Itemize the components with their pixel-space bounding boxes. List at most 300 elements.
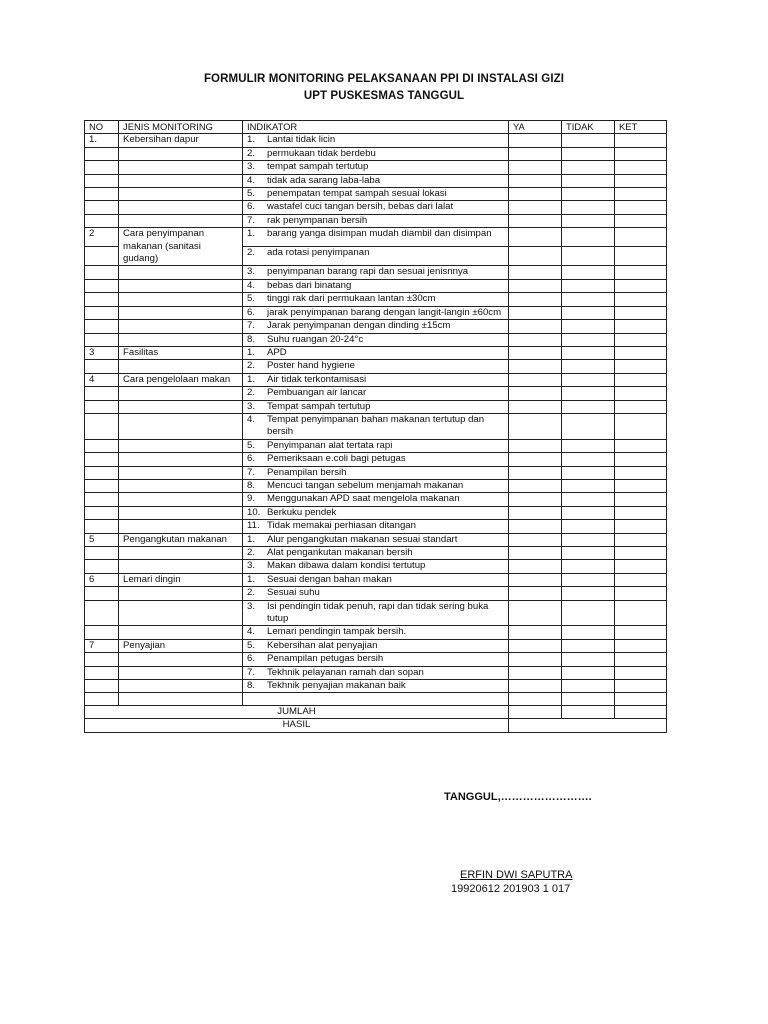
ya-cell[interactable] xyxy=(509,439,562,452)
table-body xyxy=(85,134,667,705)
tidak-cell[interactable] xyxy=(562,214,615,227)
ya-cell[interactable] xyxy=(509,293,562,306)
indikator-content xyxy=(247,334,504,346)
ya-cell[interactable] xyxy=(509,533,562,546)
row-number-cell xyxy=(85,293,119,306)
ket-cell[interactable] xyxy=(615,387,667,400)
ket-cell[interactable] xyxy=(615,201,667,214)
tidak-cell[interactable] xyxy=(562,680,615,693)
indikator-number: 9. xyxy=(247,493,256,505)
indikator-number: 7. xyxy=(247,666,256,678)
indikator-text: Alur pengangkutan makanan sesuai standart xyxy=(267,533,458,545)
indikator-content xyxy=(247,547,504,559)
ya-cell[interactable] xyxy=(509,466,562,479)
row-number-cell: 6 xyxy=(85,573,119,586)
tidak-cell[interactable] xyxy=(562,520,615,533)
indikator-content xyxy=(247,307,504,319)
indikator-number: 1. xyxy=(247,346,256,358)
indikator-cell xyxy=(243,306,509,319)
tidak-cell[interactable] xyxy=(562,439,615,452)
ket-cell[interactable] xyxy=(615,693,667,705)
indikator-number: 1. xyxy=(247,533,256,545)
jenis-monitoring-cell xyxy=(119,653,243,666)
indikator-content xyxy=(247,201,504,213)
ket-cell[interactable] xyxy=(615,413,667,439)
indikator-cell xyxy=(243,666,509,679)
ya-cell[interactable] xyxy=(509,387,562,400)
jenis-monitoring-cell xyxy=(119,413,243,439)
indikator-cell xyxy=(243,134,509,147)
table-row xyxy=(85,320,667,333)
indikator-content xyxy=(247,228,504,240)
ya-cell[interactable] xyxy=(509,453,562,466)
row-number-cell xyxy=(85,174,119,187)
row-number-cell xyxy=(85,360,119,373)
ket-cell[interactable] xyxy=(615,293,667,306)
jenis-monitoring-cell: Lemari dingin xyxy=(119,573,243,586)
indikator-cell xyxy=(243,400,509,413)
ya-cell[interactable] xyxy=(509,266,562,279)
indikator-number: 6. xyxy=(247,453,256,465)
ya-cell[interactable] xyxy=(509,413,562,439)
tidak-cell[interactable] xyxy=(562,666,615,679)
indikator-number: 5. xyxy=(247,188,256,200)
ket-cell[interactable] xyxy=(615,479,667,492)
tidak-cell[interactable] xyxy=(562,639,615,652)
column-header-ya: YA xyxy=(509,121,562,134)
tidak-cell[interactable] xyxy=(562,320,615,333)
jenis-monitoring-cell xyxy=(119,439,243,452)
ya-cell[interactable] xyxy=(509,147,562,160)
jenis-monitoring-cell xyxy=(119,693,243,705)
table-row xyxy=(85,174,667,187)
ket-cell[interactable] xyxy=(615,587,667,600)
ket-cell[interactable] xyxy=(615,320,667,333)
indikator-cell xyxy=(243,266,509,279)
indikator-cell xyxy=(243,506,509,519)
ya-cell[interactable] xyxy=(509,639,562,652)
ya-cell[interactable] xyxy=(509,247,562,266)
indikator-text: penyimpanan barang rapi dan sesuai jenisnnya xyxy=(267,266,469,278)
indikator-number: 3. xyxy=(247,600,256,612)
indikator-number: 3. xyxy=(247,161,256,173)
indikator-number: 8. xyxy=(247,333,256,345)
jenis-monitoring-cell xyxy=(119,680,243,693)
indikator-content xyxy=(247,493,504,505)
ket-cell[interactable] xyxy=(615,439,667,452)
table-row xyxy=(85,693,667,705)
ya-cell[interactable] xyxy=(509,493,562,506)
indikator-cell xyxy=(243,373,509,386)
indikator-content xyxy=(247,534,504,546)
ket-cell[interactable] xyxy=(615,639,667,652)
indikator-content xyxy=(247,440,504,452)
signer-nip: 19920612 201903 1 017 xyxy=(451,883,571,895)
jenis-monitoring-cell xyxy=(119,174,243,187)
table-row xyxy=(85,573,667,586)
ket-cell[interactable] xyxy=(615,134,667,147)
indikator-cell xyxy=(243,533,509,546)
tidak-cell[interactable] xyxy=(562,493,615,506)
indikator-text: tinggi rak dari permukaan lantan ±30cm xyxy=(267,293,436,305)
ket-cell[interactable] xyxy=(615,653,667,666)
jenis-monitoring-cell: Pengangkutan makanan xyxy=(119,533,243,546)
table-row xyxy=(85,147,667,160)
ya-cell[interactable] xyxy=(509,333,562,346)
indikator-content xyxy=(247,293,504,305)
ya-cell[interactable] xyxy=(509,680,562,693)
table-row xyxy=(85,600,667,626)
tidak-cell[interactable] xyxy=(562,266,615,279)
jumlah-tidak-cell xyxy=(562,705,615,718)
ya-cell[interactable] xyxy=(509,506,562,519)
indikator-cell xyxy=(243,247,509,266)
jenis-monitoring-cell xyxy=(119,493,243,506)
ya-cell[interactable] xyxy=(509,134,562,147)
row-number-cell xyxy=(85,493,119,506)
ya-cell[interactable] xyxy=(509,600,562,626)
indikator-cell xyxy=(243,693,509,705)
tidak-cell[interactable] xyxy=(562,247,615,266)
table-header-row xyxy=(85,121,667,134)
indikator-content xyxy=(247,215,504,227)
ket-cell[interactable] xyxy=(615,533,667,546)
indikator-number: 6. xyxy=(247,653,256,665)
table-row xyxy=(85,333,667,346)
indikator-cell xyxy=(243,147,509,160)
indikator-text: Lantai tidak licin xyxy=(267,134,336,146)
indikator-number: 7. xyxy=(247,214,256,226)
ya-cell[interactable] xyxy=(509,626,562,639)
tidak-cell[interactable] xyxy=(562,400,615,413)
jenis-monitoring-cell xyxy=(119,214,243,227)
tidak-cell[interactable] xyxy=(562,587,615,600)
indikator-text: Suhu ruangan 20-24°c xyxy=(267,333,364,345)
indikator-content xyxy=(247,188,504,200)
tidak-cell[interactable] xyxy=(562,573,615,586)
ket-cell[interactable] xyxy=(615,373,667,386)
indikator-number: 3. xyxy=(247,266,256,278)
indikator-content xyxy=(247,601,504,626)
ya-cell[interactable] xyxy=(509,573,562,586)
ya-cell[interactable] xyxy=(509,188,562,201)
ket-cell[interactable] xyxy=(615,466,667,479)
tidak-cell[interactable] xyxy=(562,279,615,292)
jenis-monitoring-cell xyxy=(119,161,243,174)
tidak-cell[interactable] xyxy=(562,453,615,466)
ya-cell[interactable] xyxy=(509,666,562,679)
tidak-cell[interactable] xyxy=(562,188,615,201)
indikator-content xyxy=(247,680,504,692)
row-number-cell xyxy=(85,626,119,639)
ket-cell[interactable] xyxy=(615,453,667,466)
tidak-cell[interactable] xyxy=(562,228,615,247)
indikator-content xyxy=(247,667,504,679)
indikator-number: 10. xyxy=(247,506,261,518)
ket-cell[interactable] xyxy=(615,214,667,227)
ket-cell[interactable] xyxy=(615,333,667,346)
jenis-monitoring-cell: Cara penyimpanan makanan (sanitasi gudang) xyxy=(119,228,243,266)
indikator-number: 1. xyxy=(247,228,256,240)
indikator-number: 7. xyxy=(247,466,256,478)
tidak-cell[interactable] xyxy=(562,161,615,174)
indikator-cell xyxy=(243,333,509,346)
ket-cell[interactable] xyxy=(615,573,667,586)
ya-cell[interactable] xyxy=(509,346,562,359)
table-row xyxy=(85,161,667,174)
ket-cell[interactable] xyxy=(615,161,667,174)
indikator-text: penempatan tempat sampah sesuai lokasi xyxy=(267,188,447,200)
ya-cell[interactable] xyxy=(509,174,562,187)
indikator-content xyxy=(247,640,504,652)
tidak-cell[interactable] xyxy=(562,560,615,573)
ket-cell[interactable] xyxy=(615,547,667,560)
ket-cell[interactable] xyxy=(615,666,667,679)
indikator-content xyxy=(247,134,504,146)
tidak-cell[interactable] xyxy=(562,387,615,400)
tidak-cell[interactable] xyxy=(562,600,615,626)
indikator-cell xyxy=(243,626,509,639)
indikator-number: 8. xyxy=(247,680,256,692)
tidak-cell[interactable] xyxy=(562,147,615,160)
ya-cell[interactable] xyxy=(509,161,562,174)
form-title: FORMULIR MONITORING PELAKSANAAN PPI DI INSTALASI GIZI xyxy=(203,73,565,85)
indikator-number: 6. xyxy=(247,201,256,213)
ya-cell[interactable] xyxy=(509,320,562,333)
indikator-number: 4. xyxy=(247,626,256,638)
ket-cell[interactable] xyxy=(615,626,667,639)
tidak-cell[interactable] xyxy=(562,174,615,187)
ket-cell[interactable] xyxy=(615,147,667,160)
ya-cell[interactable] xyxy=(509,653,562,666)
indikator-content xyxy=(247,587,504,599)
indikator-cell xyxy=(243,439,509,452)
indikator-content xyxy=(247,247,504,259)
indikator-text: Pemeriksaan e.coli bagi petugas xyxy=(267,453,406,465)
indikator-content xyxy=(247,175,504,187)
indikator-number: 2. xyxy=(247,360,256,372)
indikator-cell xyxy=(243,466,509,479)
ket-cell[interactable] xyxy=(615,188,667,201)
indikator-text: Mencuci tangan sebelum menjamah makanan xyxy=(267,479,464,491)
indikator-cell xyxy=(243,293,509,306)
tidak-cell[interactable] xyxy=(562,547,615,560)
table-row xyxy=(85,479,667,492)
tidak-cell[interactable] xyxy=(562,333,615,346)
jenis-monitoring-cell: Cara pengelolaan makan xyxy=(119,373,243,386)
indikator-text: Pembuangan air lancar xyxy=(267,387,367,399)
ket-cell[interactable] xyxy=(615,174,667,187)
indikator-text: Isi pendingin tidak penuh, rapi dan tidak sering buka tutup xyxy=(267,600,489,625)
indikator-text: Tidak memakai perhiasan ditangan xyxy=(267,520,416,532)
indikator-content xyxy=(247,387,504,399)
indikator-text: permukaan tidak berdebu xyxy=(267,147,376,159)
indikator-content xyxy=(247,320,504,332)
table-row xyxy=(85,134,667,147)
indikator-text: Tempat sampah tertutup xyxy=(267,400,371,412)
jenis-monitoring-cell xyxy=(119,400,243,413)
row-number-cell xyxy=(85,693,119,705)
ya-cell[interactable] xyxy=(509,306,562,319)
indikator-number: 11. xyxy=(247,520,260,532)
indikator-content xyxy=(247,347,504,359)
ket-cell[interactable] xyxy=(615,306,667,319)
row-number-cell: 3 xyxy=(85,346,119,359)
indikator-cell xyxy=(243,639,509,652)
row-number-cell xyxy=(85,560,119,573)
indikator-content xyxy=(247,520,504,532)
ya-cell[interactable] xyxy=(509,693,562,705)
indikator-number: 2. xyxy=(247,547,256,558)
ket-cell[interactable] xyxy=(615,247,667,266)
indikator-content xyxy=(247,467,504,479)
indikator-cell xyxy=(243,161,509,174)
row-number-cell xyxy=(85,161,119,174)
row-number-cell xyxy=(85,201,119,214)
table-row xyxy=(85,466,667,479)
indikator-number: 1. xyxy=(247,373,256,385)
institution-title: UPT PUSKESMAS TANGGUL xyxy=(303,90,465,102)
indikator-cell xyxy=(243,587,509,600)
row-number-cell xyxy=(85,333,119,346)
indikator-text: Jarak penyimpanan dengan dinding ±15cm xyxy=(267,320,451,332)
ket-cell[interactable] xyxy=(615,493,667,506)
jenis-monitoring-cell xyxy=(119,201,243,214)
row-number-cell: 2 xyxy=(85,228,119,247)
tidak-cell[interactable] xyxy=(562,373,615,386)
indikator-cell xyxy=(243,560,509,573)
indikator-cell xyxy=(243,413,509,439)
indikator-cell xyxy=(243,653,509,666)
indikator-text: tempat sampah tertutup xyxy=(267,161,369,173)
tidak-cell[interactable] xyxy=(562,306,615,319)
ket-cell[interactable] xyxy=(615,506,667,519)
tidak-cell[interactable] xyxy=(562,201,615,214)
jenis-monitoring-cell xyxy=(119,147,243,160)
row-number-cell xyxy=(85,188,119,201)
indikator-number: 4. xyxy=(247,279,256,291)
indikator-text: wastafel cuci tangan bersih, bebas dari lalat xyxy=(267,201,454,213)
tidak-cell[interactable] xyxy=(562,533,615,546)
ya-cell[interactable] xyxy=(509,360,562,373)
ya-cell[interactable] xyxy=(509,400,562,413)
row-number-cell xyxy=(85,387,119,400)
tidak-cell[interactable] xyxy=(562,653,615,666)
table-row xyxy=(85,520,667,533)
row-number-cell xyxy=(85,680,119,693)
row-number-cell xyxy=(85,453,119,466)
ya-cell[interactable] xyxy=(509,479,562,492)
row-number-cell xyxy=(85,439,119,452)
ya-cell[interactable] xyxy=(509,547,562,560)
ket-cell[interactable] xyxy=(615,600,667,626)
ket-cell[interactable] xyxy=(615,266,667,279)
indikator-text: Air tidak terkontamisasi xyxy=(267,373,367,385)
indikator-cell xyxy=(243,214,509,227)
indikator-text: Sesuai dengan bahan makan xyxy=(267,573,392,585)
row-number-cell: 7 xyxy=(85,639,119,652)
ket-cell[interactable] xyxy=(615,680,667,693)
indikator-number: 7. xyxy=(247,320,256,332)
jenis-monitoring-cell xyxy=(119,293,243,306)
ket-cell[interactable] xyxy=(615,520,667,533)
indikator-text: Penyimpanan alat tertata rapi xyxy=(267,439,393,451)
tidak-cell[interactable] xyxy=(562,693,615,705)
tidak-cell[interactable] xyxy=(562,466,615,479)
ket-cell[interactable] xyxy=(615,228,667,247)
tidak-cell[interactable] xyxy=(562,293,615,306)
table-row xyxy=(85,439,667,452)
ket-cell[interactable] xyxy=(615,279,667,292)
indikator-content xyxy=(247,280,504,292)
tidak-cell[interactable] xyxy=(562,360,615,373)
table-row xyxy=(85,400,667,413)
ya-cell[interactable] xyxy=(509,279,562,292)
jumlah-ket-cell xyxy=(615,705,667,718)
indikator-content xyxy=(247,414,504,439)
ket-cell[interactable] xyxy=(615,400,667,413)
indikator-cell xyxy=(243,320,509,333)
tidak-cell[interactable] xyxy=(562,626,615,639)
indikator-content xyxy=(247,626,504,638)
ya-cell[interactable] xyxy=(509,520,562,533)
ya-cell[interactable] xyxy=(509,587,562,600)
indikator-content xyxy=(247,653,504,665)
ya-cell[interactable] xyxy=(509,373,562,386)
column-header-no: NO xyxy=(85,121,119,134)
hasil-label: HASIL xyxy=(85,719,509,732)
indikator-number: 3. xyxy=(247,400,256,412)
table-row xyxy=(85,547,667,560)
jenis-monitoring-cell xyxy=(119,466,243,479)
table-row xyxy=(85,533,667,546)
jenis-monitoring-cell xyxy=(119,320,243,333)
ket-cell[interactable] xyxy=(615,360,667,373)
indikator-text: Lemari pendingin tampak bersih. xyxy=(267,626,407,638)
tidak-cell[interactable] xyxy=(562,346,615,359)
tidak-cell[interactable] xyxy=(562,479,615,492)
tidak-cell[interactable] xyxy=(562,413,615,439)
row-number-cell xyxy=(85,400,119,413)
indikator-text: barang yanga disimpan mudah diambil dan disimpan xyxy=(267,228,492,240)
tidak-cell[interactable] xyxy=(562,134,615,147)
indikator-text: Sesuai suhu xyxy=(267,587,320,599)
ya-cell[interactable] xyxy=(509,560,562,573)
indikator-cell xyxy=(243,346,509,359)
ya-cell[interactable] xyxy=(509,228,562,247)
indikator-cell xyxy=(243,493,509,506)
indikator-number: 1. xyxy=(247,573,256,585)
table-row xyxy=(85,228,667,247)
indikator-cell xyxy=(243,573,509,586)
indikator-number: 3. xyxy=(247,560,256,572)
tidak-cell[interactable] xyxy=(562,506,615,519)
indikator-number: 2. xyxy=(247,587,256,599)
jenis-monitoring-cell xyxy=(119,587,243,600)
ya-cell[interactable] xyxy=(509,214,562,227)
table-row xyxy=(85,293,667,306)
indikator-cell xyxy=(243,228,509,247)
table-row xyxy=(85,214,667,227)
row-number-cell xyxy=(85,147,119,160)
ket-cell[interactable] xyxy=(615,560,667,573)
hasil-value-cell xyxy=(509,719,667,732)
jenis-monitoring-cell xyxy=(119,666,243,679)
row-number-cell xyxy=(85,506,119,519)
ya-cell[interactable] xyxy=(509,201,562,214)
table-row xyxy=(85,639,667,652)
ket-cell[interactable] xyxy=(615,346,667,359)
